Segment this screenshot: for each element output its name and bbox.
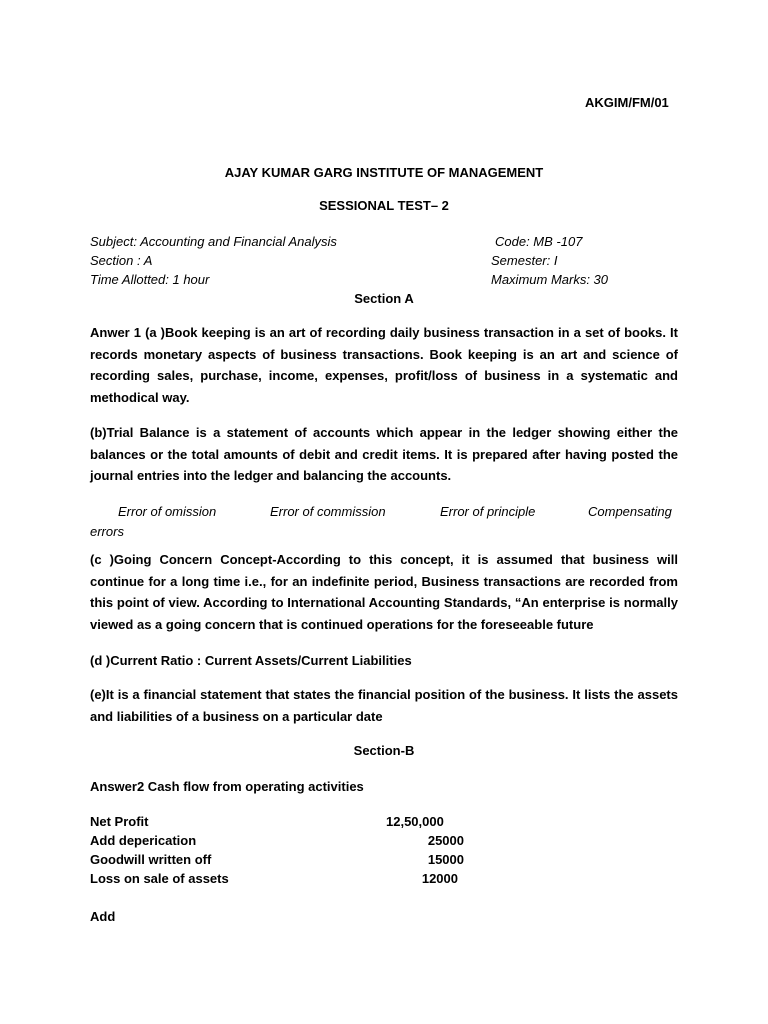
error-type-4: Compensating — [588, 504, 672, 519]
section-a-heading: Section A — [354, 291, 414, 306]
add-label: Add — [90, 909, 116, 924]
code-line: Code: MB -107 — [495, 234, 583, 249]
answer-1e: (e)It is a financial statement that states the financial position of the business. It lists the assets and liabilities of a business on a particular date — [90, 687, 678, 724]
semester-line: Semester: I — [491, 253, 558, 268]
section-line: Section : A — [90, 253, 153, 268]
error-type-2: Error of commission — [270, 504, 386, 519]
subject-line: Subject: Accounting and Financial Analysis — [90, 234, 337, 249]
answer-1c: (c )Going Concern Concept-According to this concept, it is assumed that business will continue for a long time i.e., for an indefinite period, Business transactions are recorded from this point of view. According to International Accounting Standards, “An enterprise is normally viewed as a going concern that is continued operations for the foreseeable future — [90, 552, 678, 632]
form-code: AKGIM/FM/01 — [585, 95, 669, 110]
marks-line: Maximum Marks: 30 — [491, 272, 609, 287]
error-type-4-cont: errors — [90, 524, 124, 539]
row-label: Loss on sale of assets — [90, 871, 229, 886]
row-label: Net Profit — [90, 814, 149, 829]
row-label: Goodwill written off — [90, 852, 212, 867]
row-amount: 12000 — [421, 871, 458, 886]
row-amount: 25000 — [427, 833, 464, 848]
row-amount: 12,50,000 — [386, 814, 444, 829]
row-amount: 15000 — [427, 852, 464, 867]
row-label: Add deperication — [90, 833, 197, 848]
answer-2-heading: Answer2 Cash flow from operating activities — [90, 779, 364, 794]
answer-1a: Anwer 1 (a )Book keeping is an art of recording daily business transaction in a set of books. It records monetary aspects of business transactions. Book keeping is an art and science of recording sales, purchase, income, expenses, profit/loss of business in a systematic and methodical way. — [90, 325, 678, 405]
answer-1b: (b)Trial Balance is a statement of accounts which appear in the ledger showing either the balances or the total amounts of debit and credit items. It is prepared after having posted the journal entries into the ledger and balancing the accounts. — [90, 425, 678, 483]
error-type-3: Error of principle — [440, 504, 536, 519]
test-title: SESSIONAL TEST– 2 — [319, 198, 449, 213]
answer-1d: (d )Current Ratio : Current Assets/Current Liabilities — [90, 653, 412, 668]
error-type-1: Error of omission — [118, 504, 217, 519]
section-b-heading: Section-B — [353, 743, 415, 758]
institute-name: AJAY KUMAR GARG INSTITUTE OF MANAGEMENT — [224, 165, 544, 180]
time-line: Time Allotted: 1 hour — [90, 272, 210, 287]
